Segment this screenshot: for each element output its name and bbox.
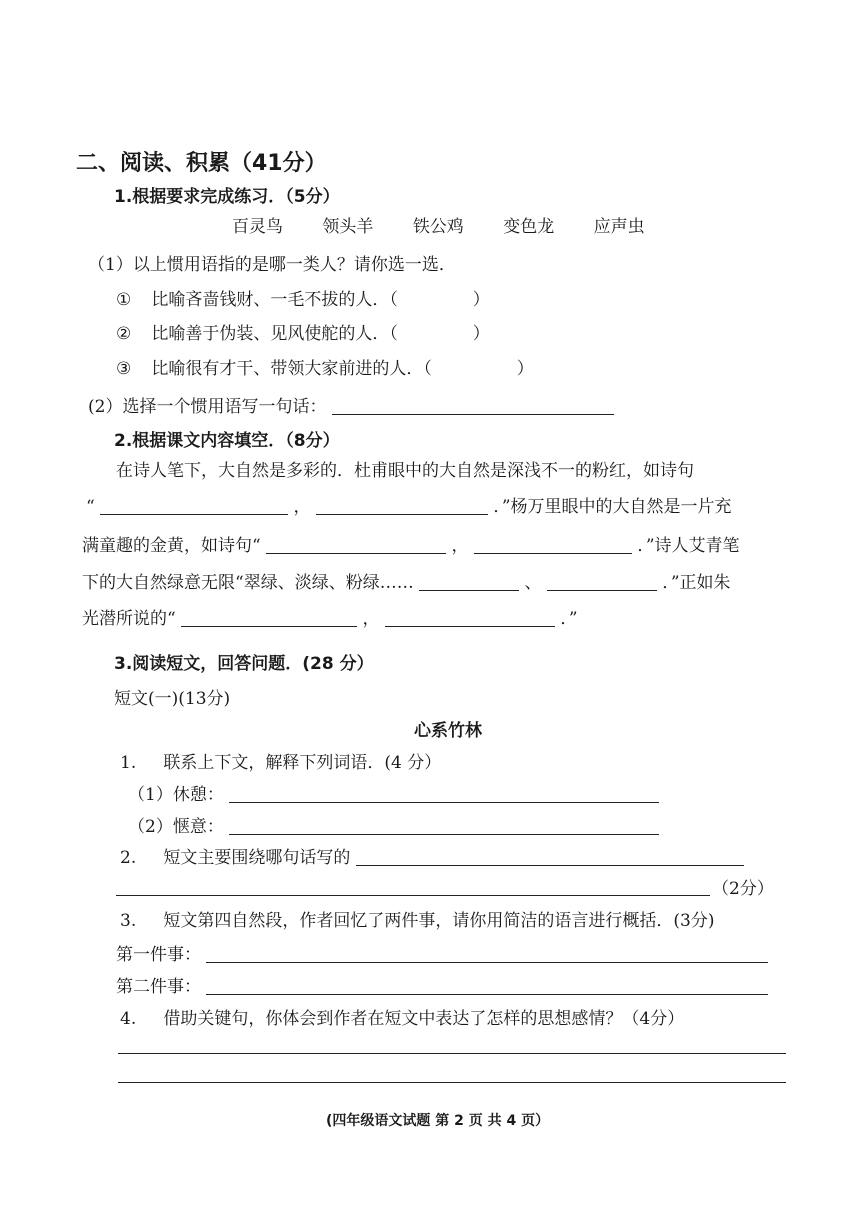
q1-part2-prompt: (2）选择一个惯用语写一句话： bbox=[88, 397, 327, 417]
q2-line-1: 在诗人笔下，大自然是多彩的．杜甫眼中的大自然是深浅不一的粉红，如诗句 bbox=[116, 461, 694, 481]
q2-line-5-start: 光潜所说的“ bbox=[82, 609, 176, 629]
q3-item-4 bbox=[120, 1008, 684, 1030]
item-number: 3. bbox=[120, 911, 137, 931]
poem-blank[interactable] bbox=[100, 496, 288, 515]
option-1 bbox=[116, 289, 490, 311]
answer-line[interactable] bbox=[118, 1053, 786, 1054]
poem-blank[interactable] bbox=[474, 535, 632, 554]
q2-line-5 bbox=[82, 608, 578, 630]
quote-blank[interactable] bbox=[181, 608, 357, 627]
q3-heading: 3.阅读短文，回答问题．(28 分） bbox=[114, 654, 374, 674]
definition-blank[interactable] bbox=[229, 816, 659, 835]
q2-line-4-end: ．”正如朱 bbox=[662, 573, 731, 593]
idiom-item: 领头羊 bbox=[322, 217, 374, 237]
q2-line-4-start: 下的大自然绿意无限“翠绿、淡绿、粉绿…… bbox=[82, 573, 414, 593]
event-blank[interactable] bbox=[206, 976, 768, 995]
q1-part2 bbox=[88, 396, 614, 418]
item-number: 2. bbox=[120, 848, 137, 868]
definition-blank[interactable] bbox=[229, 784, 659, 803]
q3-item-3a bbox=[116, 944, 768, 966]
option-2 bbox=[116, 323, 490, 345]
answer-line[interactable] bbox=[118, 1082, 786, 1083]
q2-comma: ， bbox=[451, 536, 469, 556]
item-2-score: （2分） bbox=[712, 879, 774, 899]
idiom-item: 铁公鸡 bbox=[412, 217, 464, 237]
answer-line[interactable] bbox=[116, 895, 710, 896]
q3-item-1b bbox=[128, 816, 659, 838]
q2-line-3-end: ．”诗人艾青笔 bbox=[637, 536, 740, 556]
option-close: ） bbox=[472, 290, 490, 310]
word-label: （1）休憩： bbox=[128, 785, 224, 805]
q2-line-5-end: ．” bbox=[560, 609, 578, 629]
item-text: 借助关键句，你体会到作者在短文中表达了怎样的思想感情？（4分） bbox=[163, 1009, 685, 1029]
q2-line-3-start: 满童趣的金黄，如诗句“ bbox=[82, 536, 261, 556]
q3-item-2 bbox=[120, 847, 744, 869]
q2-comma: ， bbox=[362, 609, 380, 629]
item-number: 1. bbox=[120, 753, 137, 773]
q1-heading: 1.根据要求完成练习．（5分） bbox=[114, 187, 340, 207]
poem-blank[interactable] bbox=[316, 496, 488, 515]
word-label: （2）惬意： bbox=[128, 817, 224, 837]
option-close: ） bbox=[472, 324, 490, 344]
option-close: ） bbox=[516, 359, 534, 379]
article-title: 心系竹林 bbox=[414, 721, 482, 741]
q2-line-2-end: ．”杨万里眼中的大自然是一片充 bbox=[493, 497, 732, 517]
q2-comma: ， bbox=[293, 497, 311, 517]
item-text: 联系上下文，解释下列词语．(4 分） bbox=[163, 753, 442, 773]
quote-blank[interactable] bbox=[385, 608, 555, 627]
item-text: 短文主要围绕哪句话写的 bbox=[163, 848, 351, 868]
item-number: 4. bbox=[120, 1009, 137, 1029]
page-footer: (四年级语文试题 第 2 页 共 4 页） bbox=[326, 1113, 550, 1129]
q1-part1-prompt: （1）以上惯用语指的是哪一类人？请你选一选． bbox=[88, 255, 456, 275]
idiom-list bbox=[232, 216, 679, 238]
option-number: ① bbox=[116, 290, 132, 310]
option-text: 比喻善于伪装、见风使舵的人．（ bbox=[151, 324, 398, 344]
q3-sub-heading: 短文(一)(13分) bbox=[114, 689, 231, 709]
answer-blank[interactable] bbox=[356, 847, 744, 866]
option-text: 比喻很有才干、带领大家前进的人．（ bbox=[151, 359, 432, 379]
q2-heading: 2.根据课文内容填空．（8分） bbox=[114, 431, 340, 451]
idiom-item: 百灵鸟 bbox=[232, 217, 283, 237]
q2-quote-open: “ bbox=[86, 497, 95, 517]
idiom-item: 变色龙 bbox=[503, 217, 555, 237]
event-label: 第二件事： bbox=[116, 977, 201, 997]
sentence-blank[interactable] bbox=[332, 396, 614, 415]
poem-blank[interactable] bbox=[547, 572, 657, 591]
option-number: ② bbox=[116, 324, 132, 344]
option-3 bbox=[116, 358, 534, 380]
q2-line-2 bbox=[86, 496, 732, 518]
poem-blank[interactable] bbox=[266, 535, 446, 554]
q2-separator: 、 bbox=[524, 573, 542, 593]
q2-line-3 bbox=[82, 535, 740, 557]
event-label: 第一件事： bbox=[116, 945, 201, 965]
option-number: ③ bbox=[116, 359, 132, 379]
q3-item-1 bbox=[120, 752, 441, 774]
item-text: 短文第四自然段，作者回忆了两件事，请你用简洁的语言进行概括．(3分) bbox=[163, 911, 715, 931]
poem-blank[interactable] bbox=[419, 572, 519, 591]
q3-item-3b bbox=[116, 976, 768, 998]
q2-line-4 bbox=[82, 572, 731, 594]
q3-item-1a bbox=[128, 784, 659, 806]
idiom-item: 应声虫 bbox=[593, 217, 645, 237]
q3-item-3 bbox=[120, 910, 715, 932]
event-blank[interactable] bbox=[206, 944, 768, 963]
section-title: 二、阅读、积累（41分） bbox=[76, 151, 327, 176]
option-text: 比喻吝啬钱财、一毛不拔的人．（ bbox=[151, 290, 398, 310]
